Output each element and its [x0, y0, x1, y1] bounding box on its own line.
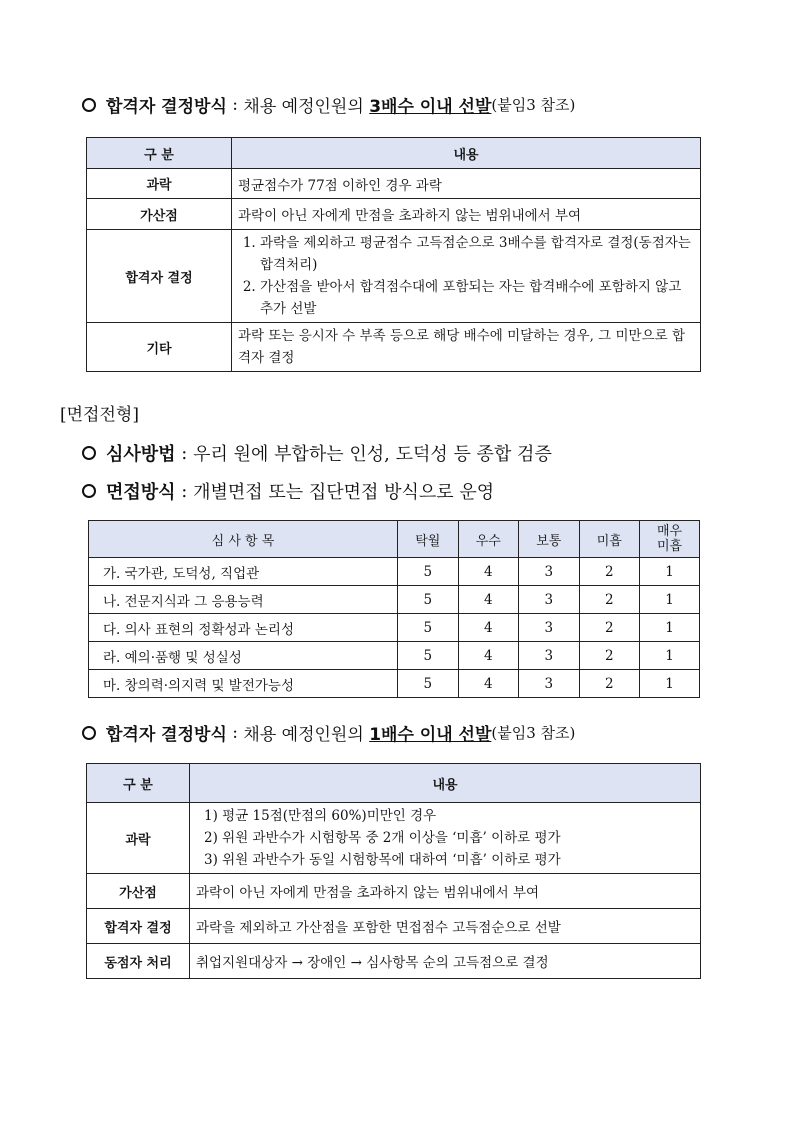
row-label: 합격자 결정 [87, 909, 190, 944]
header-good: 우수 [458, 521, 519, 558]
table-row [87, 909, 701, 944]
list-item [204, 849, 694, 871]
section2-desc: 채용 예정인원의 [243, 725, 370, 745]
section1-note: (붙임3 참조) [491, 96, 576, 114]
score-cell: 4 [458, 642, 519, 670]
written-decision-table [86, 137, 701, 372]
score-cell: 4 [458, 558, 519, 586]
table-header-row [89, 521, 700, 558]
section2-sep: : [226, 722, 244, 743]
list-text: 평균 15점(만점의 60%)미만인 경우 [222, 808, 437, 824]
score-cell: 3 [519, 558, 580, 586]
score-cell: 4 [458, 586, 519, 614]
table-header-row [87, 138, 701, 169]
row-label: 과락 [87, 169, 232, 199]
table-row [87, 803, 701, 874]
table-row [87, 944, 701, 979]
section2-label: 합격자 결정방식 [106, 725, 227, 745]
list-item [204, 827, 694, 849]
list-item [204, 805, 694, 827]
table-row [89, 614, 700, 642]
row-label: 동점자 처리 [87, 944, 190, 979]
way-label: 면접방식 [106, 482, 176, 503]
header-content: 내용 [190, 764, 701, 803]
table-row [89, 586, 700, 614]
interview-score-table [88, 520, 700, 698]
header-average: 보통 [519, 521, 580, 558]
row-content: 과락 또는 응시자 수 부족 등으로 해당 배수에 미달하는 경우, 그 미만으로 합격자 결정 [232, 323, 701, 372]
section1-label: 합격자 결정방식 [106, 97, 227, 117]
row-content [190, 803, 701, 874]
header-content: 내용 [232, 138, 701, 169]
score-cell: 1 [640, 670, 700, 698]
score-cell: 1 [640, 614, 700, 642]
score-cell: 5 [398, 558, 459, 586]
row-content: 과락을 제외하고 가산점을 포함한 면접점수 고득점순으로 선발 [190, 909, 701, 944]
method-sep: : [175, 442, 194, 464]
score-cell: 5 [398, 642, 459, 670]
table-row [89, 558, 700, 586]
row-label: 합격자 결정 [87, 230, 232, 323]
section1-heading [82, 92, 575, 117]
criteria-cell: 나. 전문지식과 그 응용능력 [89, 586, 398, 614]
table-row [87, 230, 701, 323]
row-label: 과락 [87, 803, 190, 874]
row-content: 평균점수가 77점 이하인 경우 과락 [232, 169, 701, 199]
row-label: 가산점 [87, 874, 190, 909]
row-content: 취업지원대상자 → 장애인 → 심사항목 순의 고득점으로 결정 [190, 944, 701, 979]
score-cell: 3 [519, 614, 580, 642]
header-excellent: 탁월 [398, 521, 459, 558]
section2-emphasis: 1배수 이내 선발 [369, 725, 492, 745]
score-cell: 5 [398, 586, 459, 614]
table-header-row [87, 764, 701, 803]
section1-desc: 채용 예정인원의 [243, 97, 370, 117]
row-content: 과락이 아닌 자에게 만점을 초과하지 않는 범위내에서 부여 [190, 874, 701, 909]
list-text: 위원 과반수가 시험항목 중 2개 이상을 ‘미흡’ 이하로 평가 [222, 830, 561, 846]
table-row [89, 670, 700, 698]
score-cell: 2 [579, 642, 640, 670]
row-label: 기타 [87, 323, 232, 372]
header-category: 구 분 [87, 764, 190, 803]
score-cell: 3 [519, 670, 580, 698]
circle-bullet-icon [82, 98, 96, 112]
criteria-cell: 가. 국가관, 도덕성, 직업관 [89, 558, 398, 586]
criteria-cell: 마. 창의력·의지력 및 발전가능성 [89, 670, 398, 698]
criteria-cell: 다. 의사 표현의 정확성과 논리성 [89, 614, 398, 642]
score-cell: 4 [458, 614, 519, 642]
interview-way [82, 478, 494, 504]
section2-heading [82, 720, 575, 745]
interview-method [82, 440, 552, 466]
score-cell: 1 [640, 586, 700, 614]
list-text: 위원 과반수가 동일 시험항목에 대하여 ‘미흡’ 이하로 평가 [222, 852, 561, 868]
score-cell: 3 [519, 586, 580, 614]
list-number: 2) [204, 830, 223, 846]
circle-bullet-icon [82, 446, 96, 460]
table-row [87, 323, 701, 372]
section2-note: (붙임3 참조) [491, 724, 576, 742]
score-cell: 5 [398, 670, 459, 698]
interview-decision-table [86, 763, 701, 979]
header-very-poor: 매우 미흡 [640, 521, 700, 558]
score-cell: 5 [398, 614, 459, 642]
score-cell: 2 [579, 670, 640, 698]
header-item: 심 사 항 목 [89, 521, 398, 558]
score-cell: 1 [640, 558, 700, 586]
method-label: 심사방법 [106, 444, 176, 465]
score-cell: 2 [579, 586, 640, 614]
header-poor: 미흡 [579, 521, 640, 558]
way-text: 개별면접 또는 집단면접 방식으로 운영 [193, 482, 495, 503]
score-cell: 2 [579, 614, 640, 642]
circle-bullet-icon [82, 484, 96, 498]
header-category: 구 분 [87, 138, 232, 169]
list-item: 1. 과락을 제외하고 평균점수 고득점순으로 3배수를 합격자로 결정(동점자는 합격처리) [260, 232, 694, 276]
criteria-cell: 라. 예의·품행 및 성실성 [89, 642, 398, 670]
score-cell: 4 [458, 670, 519, 698]
method-text: 우리 원에 부합하는 인성, 도덕성 등 종합 검증 [193, 444, 552, 465]
score-cell: 1 [640, 642, 700, 670]
table-row [87, 199, 701, 230]
row-label: 가산점 [87, 199, 232, 230]
circle-bullet-icon [82, 726, 96, 740]
way-sep: : [175, 480, 194, 502]
section1-emphasis: 3배수 이내 선발 [369, 97, 492, 117]
table-row [87, 874, 701, 909]
table-row [87, 169, 701, 199]
row-content: 과락이 아닌 자에게 만점을 초과하지 않는 범위내에서 부여 [232, 199, 701, 230]
list-item: 2. 가산점을 받아서 합격점수대에 포함되는 자는 합격배수에 포함하지 않고 추가 선발 [260, 276, 694, 320]
list-number: 1) [204, 808, 223, 824]
row-content [232, 230, 701, 323]
score-cell: 3 [519, 642, 580, 670]
interview-section-title: [면접전형] [60, 405, 139, 425]
section1-sep: : [226, 94, 244, 115]
table-row [89, 642, 700, 670]
score-cell: 2 [579, 558, 640, 586]
list-number: 3) [204, 852, 223, 868]
